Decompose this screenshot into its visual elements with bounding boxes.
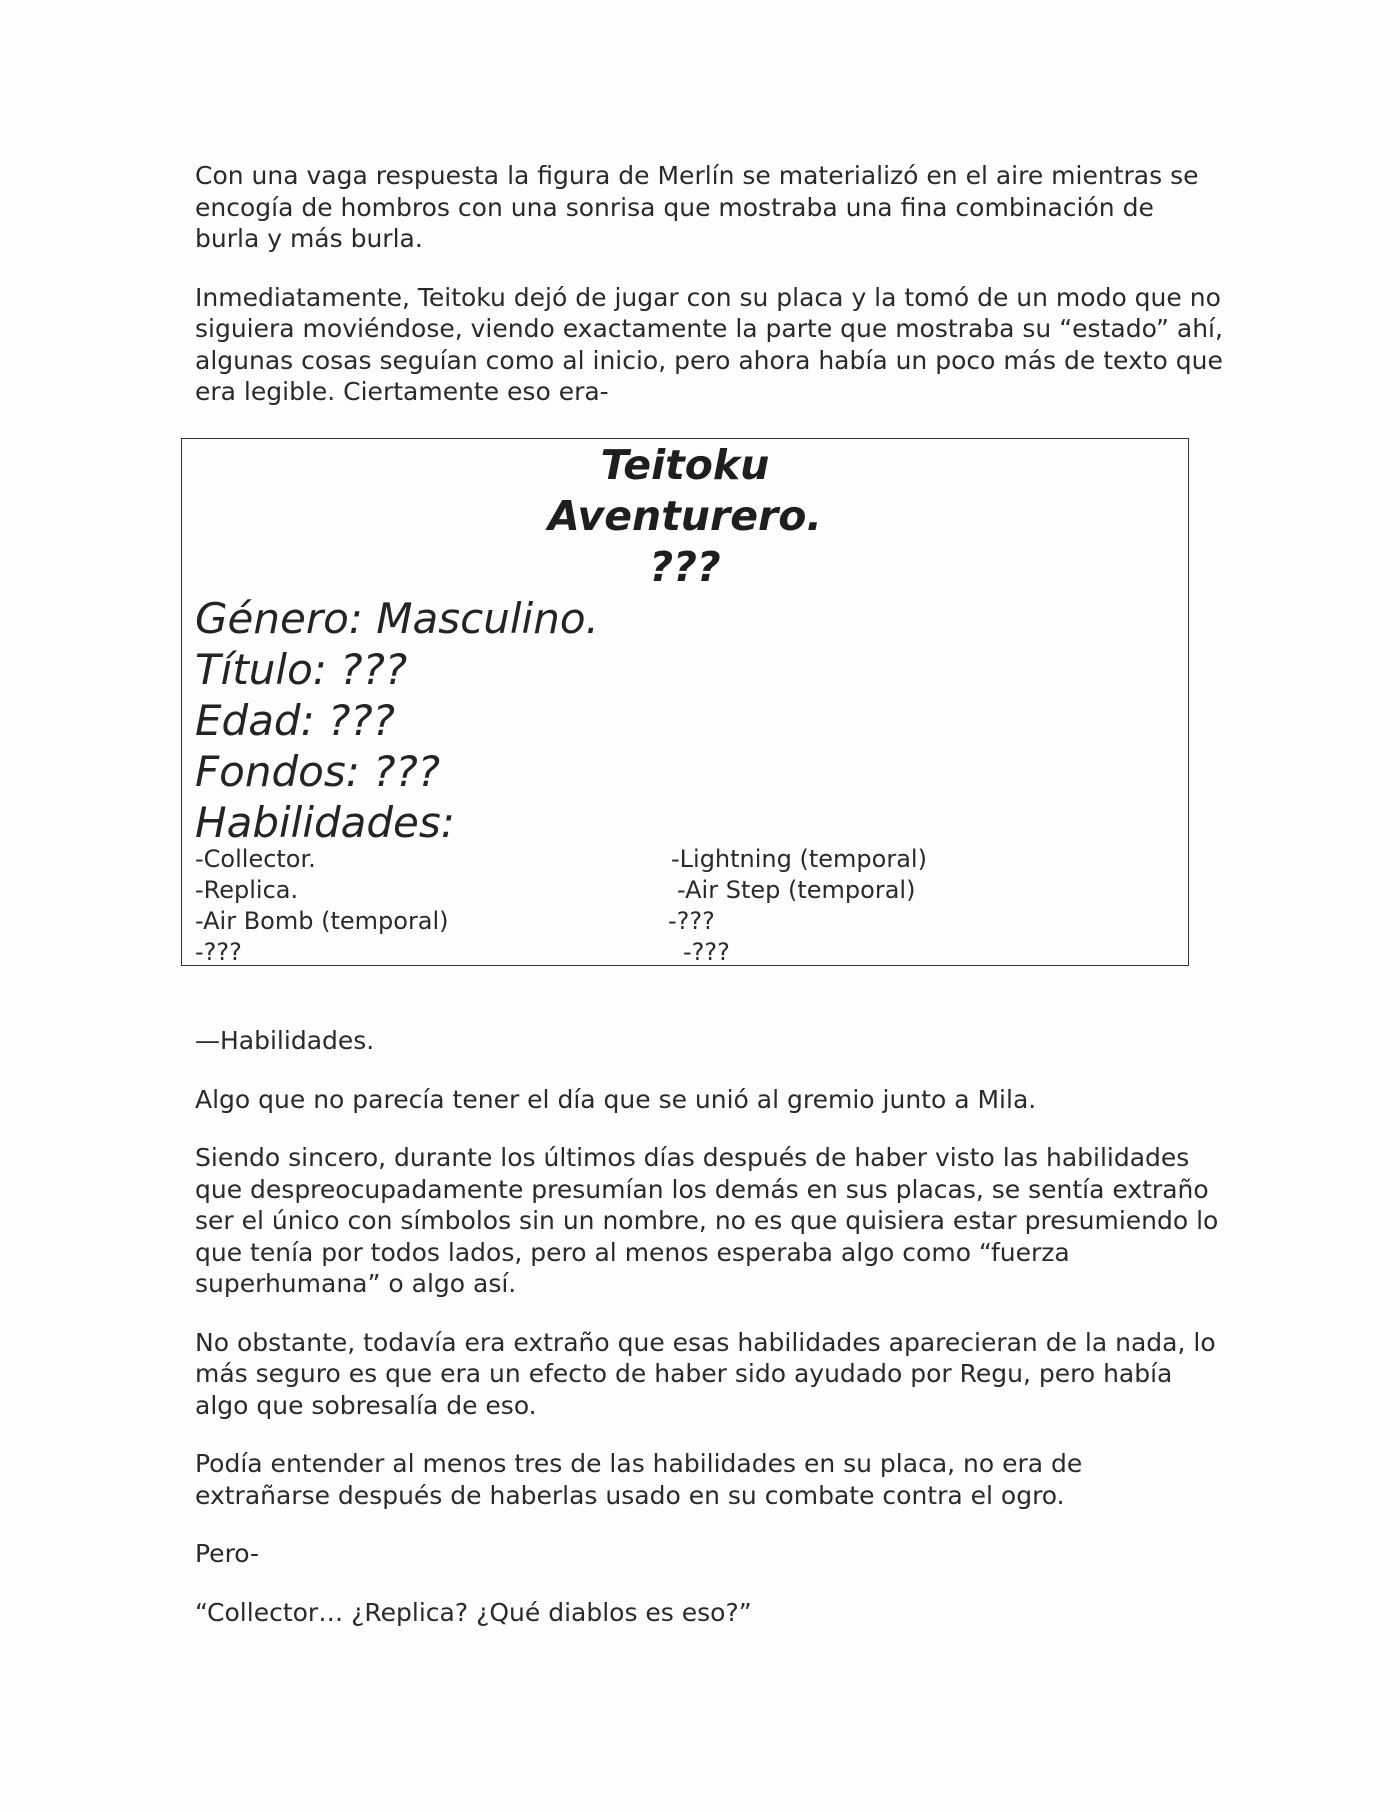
status-box <box>181 438 1189 966</box>
status-unknown: ??? <box>649 543 721 591</box>
paragraph: No obstante, todavía era extraño que esas habilidades aparecieran de la nada, lo más seguro es que era un efecto de haber sido ayudado por Regu, pero había algo que sobresalía de eso. <box>195 1327 1216 1420</box>
paragraph: Podía entender al menos tres de las habilidades en su placa, no era de extrañarse después de haberlas usado en su combate contra el ogro. <box>195 1449 1083 1510</box>
status-age: Edad: ??? <box>195 696 395 745</box>
intro-text <box>195 160 1225 435</box>
paragraph: Inmediatamente, Teitoku dejó de jugar con su placa y la tomó de un modo que no siguiera moviéndose, viendo exactamente la parte que mostraba su “estado” ahí, algunas cosas seguían como al inicio, pero ahora había un poco más de texto que era legible. Ciertamente eso era- <box>195 282 1223 406</box>
paragraph: Pero- <box>195 1539 260 1568</box>
skill-row <box>195 844 1155 875</box>
skills-list <box>195 844 1155 968</box>
paragraph: “Collector… ¿Replica? ¿Qué diablos es eso?” <box>195 1597 752 1627</box>
skill-left: -Collector. <box>195 845 316 873</box>
outro-text <box>195 1025 1225 1655</box>
status-rank: Aventurero. <box>548 492 822 540</box>
skill-left: -Replica. <box>195 876 299 904</box>
status-header <box>182 440 1188 593</box>
status-funds: Fondos: ??? <box>195 747 441 796</box>
skill-right: -??? <box>683 938 730 966</box>
skill-left: -Air Bomb (temporal) <box>195 907 449 935</box>
paragraph: Con una vaga respuesta la figura de Merlín se materializó en el aire mientras se encogía de hombros con una sonrisa que mostraba una fina combinación de burla y más burla. <box>195 161 1199 253</box>
skill-row <box>195 906 1155 937</box>
status-fields <box>195 593 599 848</box>
paragraph: —Habilidades. <box>195 1026 375 1055</box>
status-gender: Género: Masculino. <box>195 594 599 643</box>
skill-right: -Lightning (temporal) <box>671 845 927 873</box>
skill-right: -??? <box>668 907 715 935</box>
skill-row <box>195 875 1155 906</box>
status-name: Teitoku <box>600 441 770 489</box>
status-skills-heading: Habilidades: <box>195 798 455 847</box>
skill-right: -Air Step (temporal) <box>677 876 916 904</box>
skill-row <box>195 937 1155 968</box>
status-title: Título: ??? <box>195 645 408 694</box>
paragraph: Algo que no parecía tener el día que se unió al gremio junto a Mila. <box>195 1084 1037 1114</box>
paragraph: Siendo sincero, durante los últimos días después de haber visto las habilidades que despreocupadamente presumían los demás en sus placas, se sentía extraño ser el único con símbolos sin un nombre, no es que quisiera estar presumiendo lo que tenía por todos lados, pero al menos esperaba algo como “fuerza superhumana” o algo así. <box>195 1143 1219 1298</box>
skill-left: -??? <box>195 938 242 966</box>
